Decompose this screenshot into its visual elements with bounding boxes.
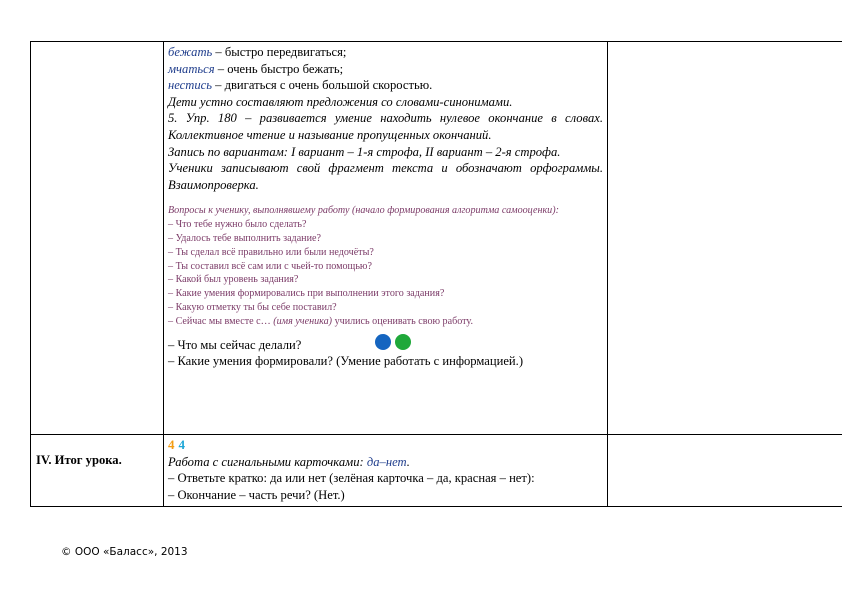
stage-cell <box>31 435 164 507</box>
question-item: – Какой был уровень задания? <box>168 274 299 286</box>
synonym-line <box>168 61 603 78</box>
what-skills-line: – Какие умения формировали? (Умение работать с информацией.) <box>168 354 524 369</box>
synonym-def: – быстро передвигаться; <box>212 45 347 59</box>
synonym-word: мчаться <box>168 61 215 76</box>
students-text: Ученики записывают свой фрагмент текста и обозначают орфограммы. Взаимопроверка. <box>168 161 603 192</box>
synonym-word: бежать <box>168 45 213 59</box>
table-row <box>31 435 842 507</box>
question-item: – Удалось тебе выполнить задание? <box>168 232 321 244</box>
synonym-word: нестись <box>168 78 212 93</box>
question-item: – Ты сделал всё правильно или были недочёты? <box>168 246 374 258</box>
task-sentences: Дети устно составляют предложения со словами-синонимами. <box>168 94 513 109</box>
blue-circle-icon <box>375 334 391 350</box>
question-item: – Ты составил всё сам или с чьей-то помощью? <box>168 260 372 272</box>
variants-text: Запись по вариантам: I вариант – 1-я строфа, II вариант – 2-я строфа. <box>168 144 561 159</box>
synonym-def: – двигаться с очень большой скоростью. <box>211 78 433 93</box>
ending-line: – Окончание – часть речи? (Нет.) <box>168 487 345 502</box>
stage-cell-empty <box>31 42 164 435</box>
self-assessment-questions <box>168 204 603 328</box>
answer-line: – Ответьте кратко: да или нет (зелёная карточка – да, красная – нет): <box>168 471 535 486</box>
table-row <box>31 42 842 435</box>
notes-cell-empty <box>608 435 842 507</box>
question-item: – Какую отметку ты бы себе поставил? <box>168 301 337 313</box>
notes-cell-empty <box>608 42 842 435</box>
orange-number: 4 <box>168 437 175 452</box>
content-cell <box>164 435 608 507</box>
synonym-def: – очень быстро бежать; <box>214 61 344 76</box>
question-item-last: – Сейчас мы вместе с… (имя ученика) учились оценивать свою работу. <box>168 315 473 327</box>
cards-line: Работа с сигнальными карточками: да–нет. <box>168 454 410 469</box>
questions-intro: Вопросы к ученику, выполнявшему работу (начало формирования алгоритма самооценки): <box>168 205 559 217</box>
synonym-line <box>168 44 603 61</box>
signal-dots <box>375 334 415 355</box>
content-cell <box>164 42 608 435</box>
blue-number: 4 <box>178 437 185 452</box>
copyright-footer: © ООО «Баласс», 2013 <box>61 546 188 558</box>
question-item: – Какие умения формировались при выполнении этого задания? <box>168 288 445 300</box>
what-doing-line: – Что мы сейчас делали? <box>168 337 603 354</box>
stage-title: IV. Итог урока. <box>36 453 122 467</box>
counter-badges <box>168 437 603 454</box>
question-item: – Что тебе нужно было сделать? <box>168 219 307 231</box>
exercise-text: 5. Упр. 180 – развивается умение находить нулевое окончание в словах. Коллективное чтение и называние пропущенных окончаний. <box>168 111 603 142</box>
summary-questions <box>168 337 603 370</box>
green-circle-icon <box>395 334 411 350</box>
synonym-line <box>168 77 603 94</box>
lesson-table <box>30 41 842 507</box>
